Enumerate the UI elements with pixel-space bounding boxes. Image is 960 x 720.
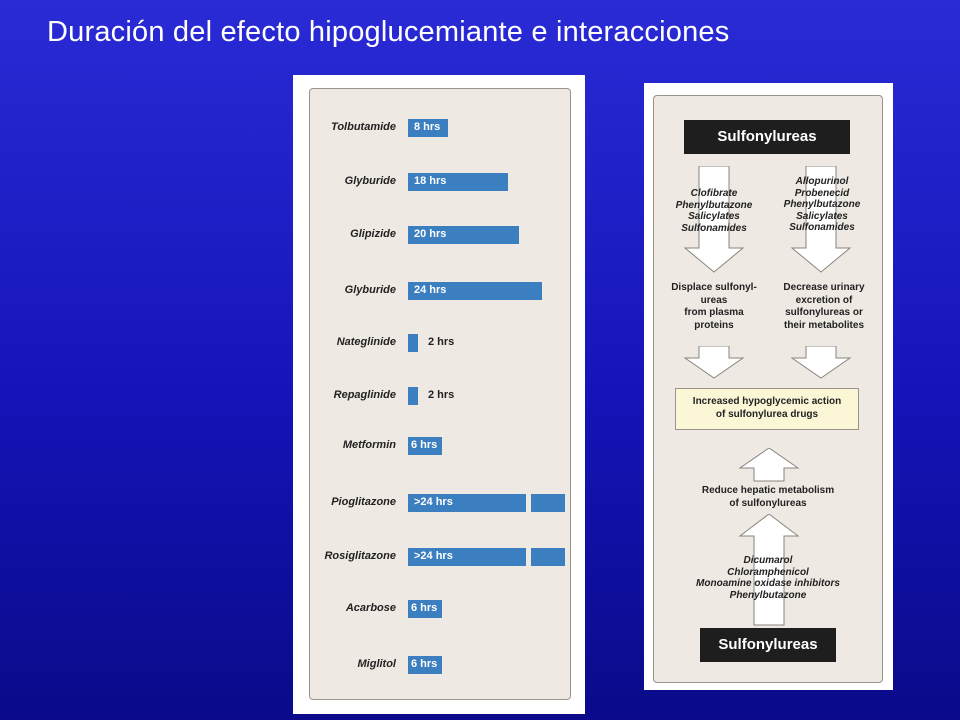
bottom-interacting-drugs [658, 555, 878, 601]
drug-row-glipizide [310, 226, 570, 246]
duration-label: 18 hrs [414, 175, 447, 187]
duration-label: 8 hrs [414, 121, 441, 133]
duration-chart-panel [309, 88, 571, 700]
metabolism-mechanism-text [674, 485, 862, 510]
drug-label: Glyburide [344, 175, 396, 187]
drug-row-metformin [310, 437, 570, 457]
bottom-header-box: Sulfonylureas [700, 628, 836, 662]
result-box [675, 388, 859, 430]
duration-bar [408, 656, 442, 674]
drug-name: Probenecid [794, 187, 850, 199]
drug-label: Acarbose [345, 602, 396, 614]
drug-row-miglitol [310, 656, 570, 676]
drug-label: Glipizide [350, 228, 396, 240]
top-header-box: Sulfonylureas [684, 120, 850, 154]
axis-break [526, 548, 531, 566]
drug-name: Allopurinol [795, 176, 849, 187]
drug-label: Miglitol [357, 658, 396, 670]
drug-label: Nateglinide [336, 336, 396, 348]
duration-bar [408, 437, 442, 455]
duration-bar [408, 548, 565, 566]
axis-break [526, 494, 531, 512]
drug-name: Clofibrate [690, 188, 738, 199]
drug-label: Glyburide [344, 284, 396, 296]
text-line: sulfonylureas or [785, 307, 863, 318]
interactions-diagram-panel [653, 95, 883, 683]
drug-name: Salicylates [796, 210, 848, 222]
text-line: from plasma [684, 307, 744, 318]
duration-bar [408, 282, 542, 300]
text-line: of sulfonylurea drugs [715, 408, 819, 420]
drug-name: Salicylates [688, 211, 740, 222]
drug-name: Sulfonamides [789, 222, 855, 233]
text-line: ureas [700, 294, 728, 306]
duration-bar [408, 494, 565, 512]
text-line: Decrease urinary [783, 282, 865, 293]
drug-label: Tolbutamide [331, 121, 396, 133]
text-line: their metabolites [783, 319, 865, 331]
right-interacting-drugs [762, 176, 882, 234]
drug-row-glyburide-24 [310, 282, 570, 302]
duration-label: 6 hrs [411, 439, 438, 451]
text-line: excretion of [795, 294, 853, 306]
drug-name: Sulfonamides [681, 222, 747, 234]
left-mechanism-text [654, 282, 774, 332]
drug-row-glyburide-18 [310, 173, 570, 193]
duration-bar [408, 600, 442, 618]
duration-label: 6 hrs [411, 602, 438, 614]
duration-label: 20 hrs [414, 228, 447, 240]
drug-label: Metformin [342, 439, 396, 451]
drug-row-pioglitazone [310, 494, 570, 514]
drug-name: Monoamine oxidase inhibitors [696, 578, 840, 589]
up-arrow-icon [738, 448, 800, 482]
duration-bar [408, 173, 508, 191]
drug-row-rosiglitazone [310, 548, 570, 568]
drug-name: Phenylbutazone [783, 199, 861, 210]
interactions-diagram-frame [644, 83, 893, 690]
duration-label: >24 hrs [414, 496, 453, 508]
drug-row-tolbutamide [310, 119, 570, 139]
duration-bar [408, 387, 418, 405]
text-line: Displace sulfonyl- [671, 282, 757, 293]
text-line: Increased hypoglycemic action [692, 396, 842, 407]
down-arrow-icon [683, 346, 745, 380]
duration-label: 2 hrs [428, 336, 455, 348]
drug-name: Dicumarol [743, 555, 793, 566]
duration-label: 24 hrs [414, 284, 447, 296]
duration-bar [408, 226, 519, 244]
drug-name: Phenylbutazone [675, 199, 753, 211]
duration-label: 6 hrs [411, 658, 438, 670]
drug-row-nateglinide [310, 334, 570, 354]
drug-label: Pioglitazone [331, 496, 396, 508]
right-mechanism-text [762, 282, 886, 332]
drug-name: Chloramphenicol [727, 566, 809, 578]
text-line: proteins [694, 319, 734, 331]
drug-row-acarbose [310, 600, 570, 620]
slide-title: Duración del efecto hipoglucemiante e interacciones [47, 16, 730, 48]
drug-row-repaglinide [310, 387, 570, 407]
text-line: of sulfonylureas [729, 497, 807, 509]
duration-label: 2 hrs [428, 389, 455, 401]
duration-bar [408, 334, 418, 352]
down-arrow-icon [790, 346, 852, 380]
drug-label: Rosiglitazone [324, 550, 396, 562]
left-interacting-drugs [654, 188, 774, 234]
text-line: Reduce hepatic metabolism [701, 485, 835, 496]
drug-label: Repaglinide [333, 389, 396, 401]
duration-chart-frame [293, 75, 585, 714]
duration-bar [408, 119, 448, 137]
drug-name: Phenylbutazone [729, 589, 807, 601]
duration-label: >24 hrs [414, 550, 453, 562]
